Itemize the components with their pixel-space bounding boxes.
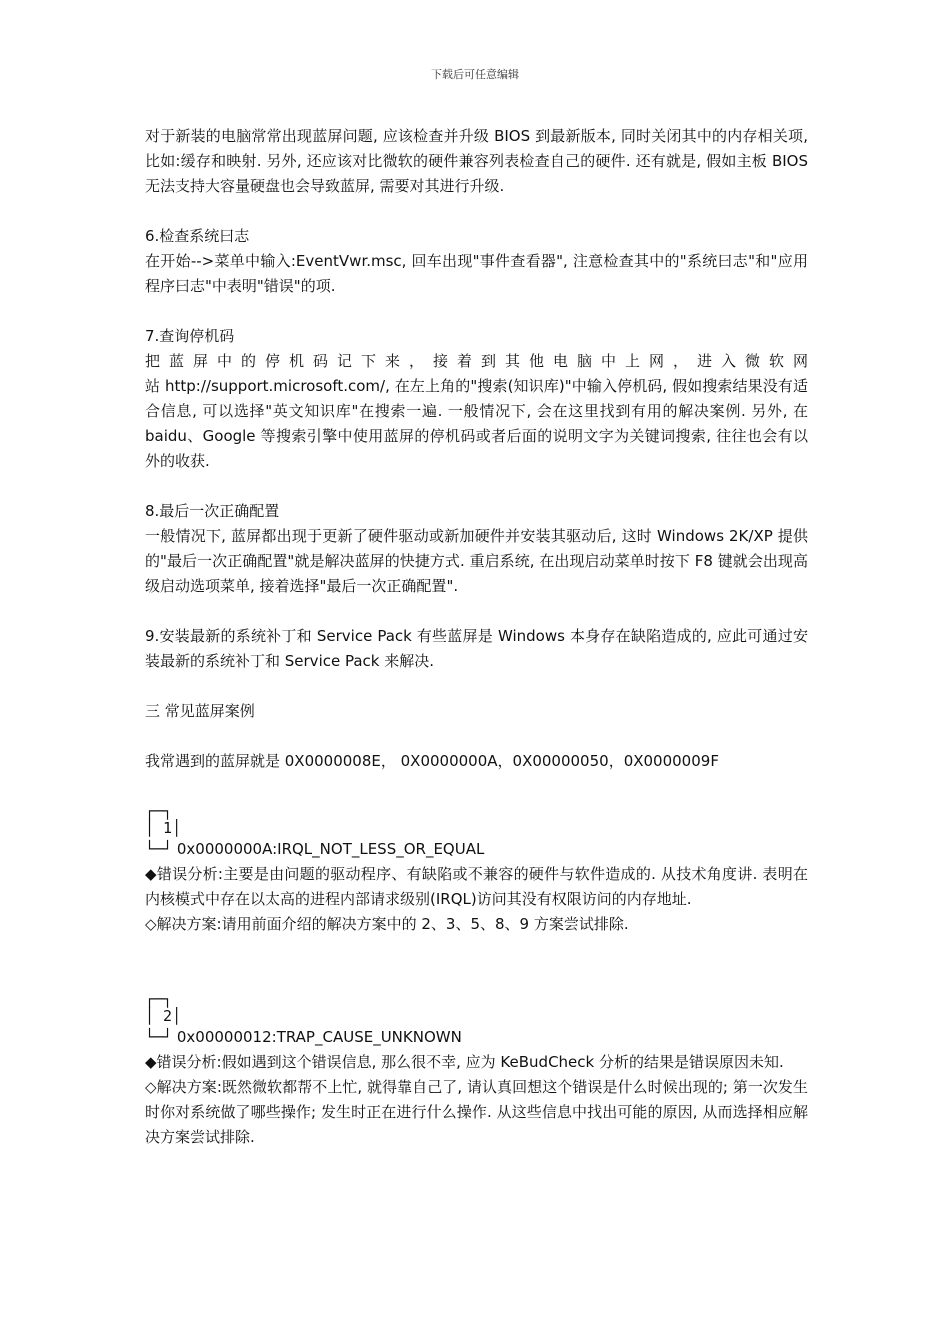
case-solution: ◇解决方案:请用前面介绍的解决方案中的 2、3、5、8、9 方案尝试排除.: [145, 915, 629, 933]
case-number-box-top: ┌─┐: [145, 990, 173, 1008]
case-number-box: │ 2│: [145, 1007, 182, 1025]
section-3-title: 三 常见蓝屏案例: [145, 702, 255, 720]
case-solution: ◇解决方案:既然微软都帮不上忙, 就得靠自己了, 请认真回想这个错误是什么时候出现的; 第一次发生时你对系统做了哪些操作; 发生时正在进行什么操作. 从这些信息中找出可能的原因, 从而选择相应解决方案尝试排除.: [145, 1078, 808, 1146]
case-code-line: [145, 837, 808, 862]
section-7-line1: 把 蓝 屏 中 的 停 机 码 记 下 来 ， 接 着 到 其 他 电 脑 中 上 网 ， 进 入 微 软 网: [145, 352, 808, 370]
page-header: 下载后可任意编辑: [431, 68, 519, 81]
section-7-title: 7.查询停机码: [145, 327, 235, 345]
case-code-line: [145, 1025, 808, 1050]
case-number-box: │ 1│: [145, 819, 182, 837]
section-6-title: 6.检查系统曰志: [145, 227, 250, 245]
document-body: [145, 124, 808, 1150]
section-8-body: 一般情况下, 蓝屏都出现于更新了硬件驱动或新加硬件并安装其驱动后, 这时 Windows 2K/XP 提供的"最后一次正确配置"就是解决蓝屏的快捷方式. 重启系统, 在出现启动菜单时按下 F8 键就会出现高级启动选项菜单, 接着选择"最后一次正确配置".: [145, 527, 808, 595]
case-number-box-bottom: └─┘: [145, 1028, 173, 1046]
case-analysis: ◆错误分析:主要是由问题的驱动程序、有缺陷或不兼容的硬件与软件造成的. 从技术角度讲. 表明在内核模式中存在以太高的进程内部请求级别(IRQL)访问其没有权限访问的内存地址.: [145, 865, 808, 908]
section-7-body: 站 http://support.microsoft.com/, 在左上角的"搜索(知识库)"中输入停机码, 假如搜索结果没有适合信息, 可以选择"英文知识库"在搜索一遍. 一般情况下, 会在这里找到有用的解决案例. 另外, 在 baidu、Google 等搜索引擎中使用蓝屏的停机码或者后面的说明文字为关键词搜索, 往往也会有以外的收获.: [145, 377, 808, 470]
section-6-body: 在开始-->菜单中输入:EventVwr.msc, 回车出现"事件查看器", 注意检查其中的"系统曰志"和"应用程序曰志"中表明"错误"的项.: [145, 252, 808, 295]
case-2: [145, 991, 808, 1150]
case-number-box-top: ┌─┐: [145, 802, 173, 820]
section-9-body: 9.安装最新的系统补丁和 Service Pack 有些蓝屏是 Windows 本身存在缺陷造成的, 应此可通过安装最新的系统补丁和 Service Pack 来解决.: [145, 627, 808, 670]
case-1: [145, 803, 808, 937]
common-codes: 我常遇到的蓝屏就是 0X0000008E， 0X0000000A，0X00000050，0X0000009F: [145, 752, 719, 770]
case-code: 0x0000000A:IRQL_NOT_LESS_OR_EQUAL: [176, 840, 485, 858]
case-analysis: ◆错误分析:假如遇到这个错误信息, 那么很不幸, 应为 KeBudCheck 分析的结果是错误原因未知.: [145, 1053, 784, 1071]
section-8-title: 8.最后一次正确配置: [145, 502, 280, 520]
case-number-box-bottom: └─┘: [145, 840, 173, 858]
case-code: 0x00000012:TRAP_CAUSE_UNKNOWN: [176, 1028, 462, 1046]
intro-paragraph: 对于新装的电脑常常出现蓝屏问题, 应该检查并升级 BIOS 到最新版本, 同时关闭其中的内存相关项, 比如:缓存和映射. 另外, 还应该对比微软的硬件兼容列表检查自己的硬件. 还有就是, 假如主板 BIOS 无法支持大容量硬盘也会导致蓝屏, 需要对其进行升级.: [145, 127, 808, 195]
